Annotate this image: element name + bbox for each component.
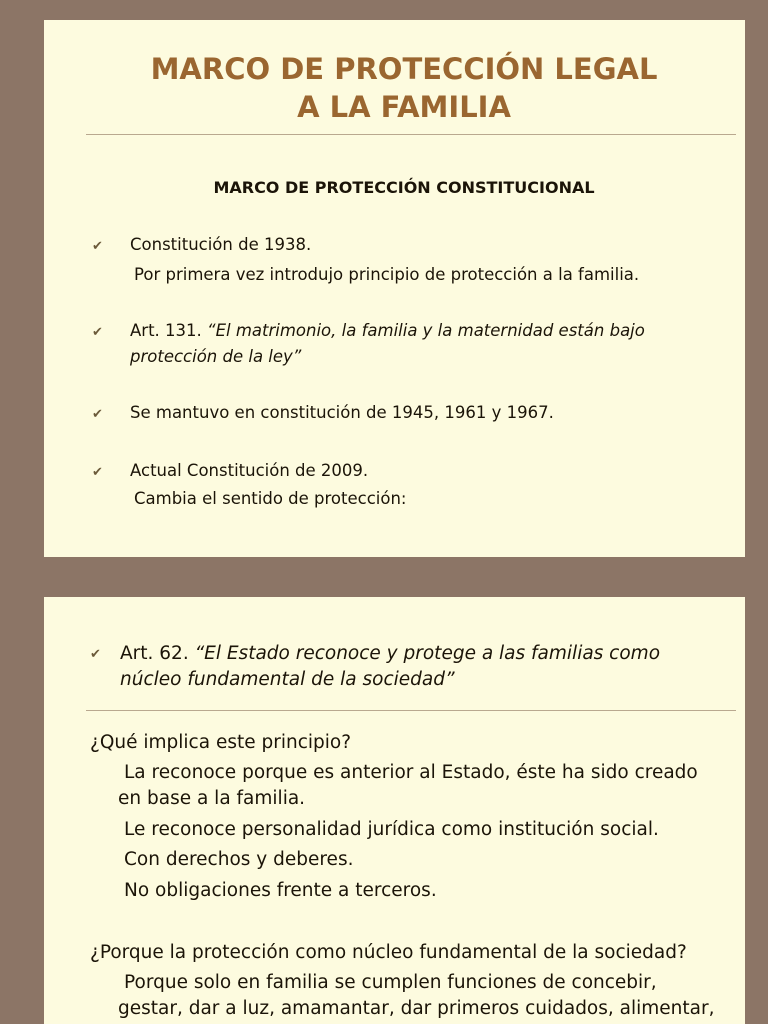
section-divider	[86, 710, 736, 711]
spiral-ring-icon	[44, 420, 70, 442]
article-quote-continued: núcleo fundamental de la sociedad”	[120, 669, 455, 690]
spiral-ring-icon	[44, 160, 70, 182]
spiral-ring-icon	[44, 355, 70, 377]
article-quote-continued: protección de la ley”	[130, 347, 302, 366]
bullet-4-line-2: Cambia el sentido de protección:	[134, 489, 407, 508]
answer-3: Con derechos y deberes.	[124, 849, 354, 870]
check-mark-icon: ✔	[90, 647, 101, 662]
article-number: Art. 62.	[120, 643, 195, 664]
bullet-1-line-1	[120, 641, 660, 667]
answer-1-line-2: en base a la familia.	[118, 788, 306, 809]
spiral-ring-icon	[44, 963, 70, 985]
spiral-ring-icon	[44, 638, 70, 660]
spiral-ring-icon	[44, 388, 70, 410]
bullet-4-line-1: Actual Constitución de 2009.	[130, 461, 369, 480]
title-line-1: MARCO DE PROTECCIÓN LEGAL	[150, 52, 658, 86]
spiral-ring-icon	[44, 605, 70, 627]
slide-2	[44, 597, 745, 1024]
answer-5-line-2: gestar, dar a luz, amamantar, dar primeros cuidados, alimentar,	[118, 998, 715, 1019]
article-number: Art. 131.	[130, 321, 208, 340]
spiral-ring-icon	[44, 63, 70, 85]
spiral-ring-icon	[44, 833, 70, 855]
article-quote: “El Estado reconoce y protege a las familias como	[194, 643, 661, 664]
spiral-ring-icon	[44, 323, 70, 345]
answer-5-line-1: Porque solo en familia se cumplen funciones de concebir,	[124, 972, 657, 993]
spiral-ring-icon	[44, 453, 70, 475]
slide-1	[44, 20, 745, 557]
spiral-ring-icon	[44, 930, 70, 952]
answer-2: Le reconoce personalidad jurídica como institución social.	[124, 819, 659, 840]
spiral-ring-icon	[44, 703, 70, 725]
article-quote: “El matrimonio, la familia y la maternidad están bajo	[207, 321, 645, 340]
section-subtitle: MARCO DE PROTECCIÓN CONSTITUCIONAL	[213, 178, 595, 197]
bullet-1-line-1: Constitución de 1938.	[130, 235, 312, 254]
bullet-1-line-2: Por primera vez introdujo principio de protección a la familia.	[134, 265, 640, 284]
spiral-ring-icon	[44, 258, 70, 280]
spiral-ring-icon	[44, 670, 70, 692]
spiral-ring-icon	[44, 95, 70, 117]
slide-title	[104, 50, 704, 126]
spiral-ring-icon	[44, 735, 70, 757]
title-divider	[86, 134, 736, 135]
spiral-ring-icon	[44, 865, 70, 887]
spiral-ring-icon	[44, 768, 70, 790]
check-mark-icon: ✔	[92, 465, 103, 480]
bullet-2-line-1	[130, 318, 645, 344]
spiral-ring-icon	[44, 128, 70, 150]
spiral-ring-icon	[44, 193, 70, 215]
spiral-ring-icon	[44, 995, 70, 1017]
answer-1-line-1: La reconoce porque es anterior al Estado, éste ha sido creado	[124, 762, 698, 783]
spiral-ring-icon	[44, 30, 70, 52]
answer-4: No obligaciones frente a terceros.	[124, 880, 437, 901]
spiral-ring-icon	[44, 225, 70, 247]
spiral-ring-icon	[44, 800, 70, 822]
spiral-ring-icon	[44, 290, 70, 312]
check-mark-icon: ✔	[92, 239, 103, 254]
spiral-ring-icon	[44, 518, 70, 540]
question-1: ¿Qué implica este principio?	[90, 732, 352, 753]
bullet-1-line-2	[120, 667, 455, 693]
bullet-3: Se mantuvo en constitución de 1945, 1961 y 1967.	[130, 403, 554, 422]
bullet-2-line-2	[130, 344, 301, 370]
question-2: ¿Porque la protección como núcleo fundamental de la sociedad?	[90, 942, 687, 963]
title-line-2: A LA FAMILIA	[297, 90, 511, 124]
spiral-ring-icon	[44, 485, 70, 507]
check-mark-icon: ✔	[92, 407, 103, 422]
spiral-ring-icon	[44, 898, 70, 920]
check-mark-icon: ✔	[92, 325, 103, 340]
